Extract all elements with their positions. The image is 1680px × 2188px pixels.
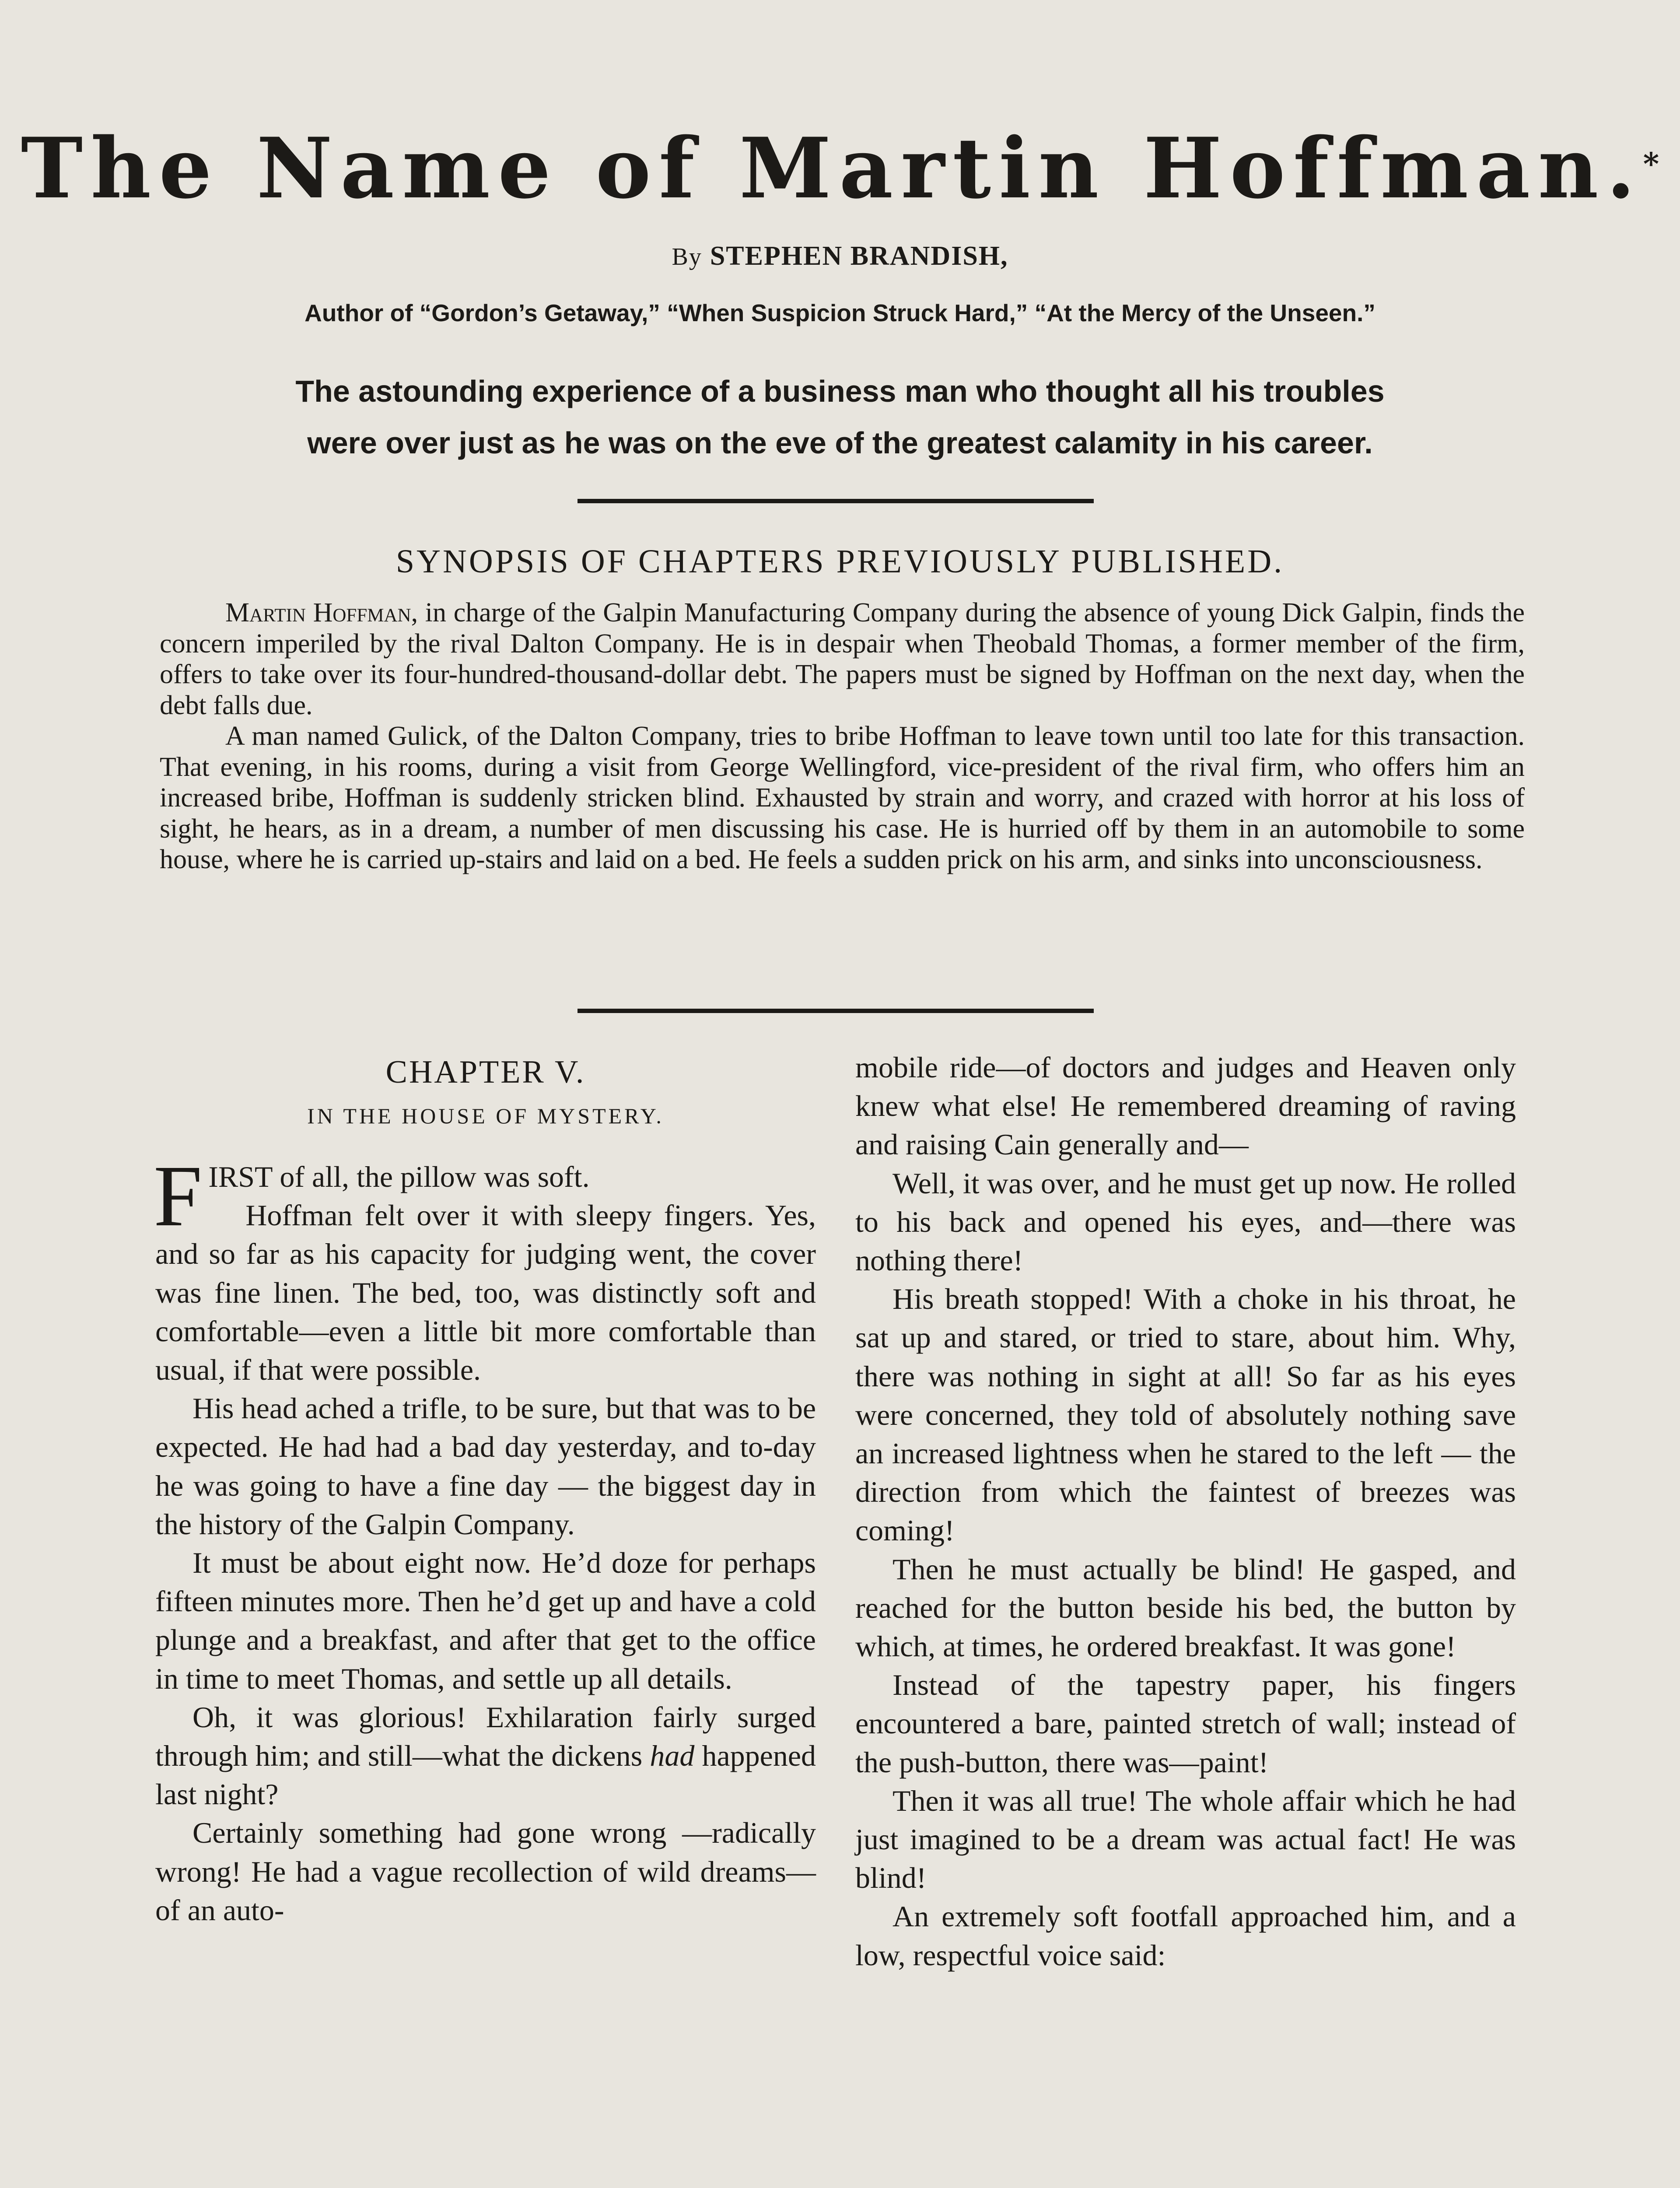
chapter-number: CHAPTER V. — [385, 1054, 586, 1090]
synopsis-paragraph-1: Martin Hoffman, in charge of the Galpin Manufacturing Company during the absence of young Dick Galpin, finds the concern imperiled by the rival Dalton Company. He is in despair when Theobald Thomas, a former member of the firm, offers to take over its four-hundred-thousand-dollar debt. The papers must be signed by Hoffman on the next day, when the debt falls due. — [160, 598, 1525, 720]
author-name: STEPHEN BRANDISH, — [710, 241, 1008, 271]
body-paragraph: His breath stopped! With a choke in his throat, he sat up and stared, or tried to stare, about him. Why, there was nothing in sight at all! So far as his eyes were concerned, they told of absolutely nothing save an increased lightness when he stared to the left — the direction from which the faintest of breezes was coming! — [855, 1282, 1516, 1547]
body-paragraph: It must be about eight now. He’d doze for perhaps fifteen minutes more. Then he’d get up and have a cold plunge and a breakfast, and after that get to the office in time to meet Thomas, and settle up all details. — [155, 1546, 816, 1695]
right-column-text — [855, 1048, 1516, 1974]
emphasis: had — [650, 1739, 695, 1773]
synopsis-paragraph-2: A man named Gulick, of the Dalton Company, tries to bribe Hoffman to leave town until too late for this transaction. That evening, in his rooms, during a visit from George Wellingford, vice-president of the rival firm, who offers him an increased bribe, Hoffman is suddenly stricken blind. Exhausted by strain and worry, and crazed with horror at his loss of sight, he hears, as in a dream, a number of men discussing his case. He is hurried off by them in an automobile to some house, where he is carried up-stairs and laid on a bed. He feels a sudden prick on his arm, and sinks into unconsciousness. — [160, 721, 1525, 874]
body-paragraph: Then he must actually be blind! He gasped, and reached for the button beside his bed, the button by which, at times, he ordered breakfast. It was gone! — [855, 1552, 1516, 1663]
story-deck — [184, 365, 1496, 469]
author-credits: Author of “Gordon’s Getaway,” “When Suspicion Struck Hard,” “At the Mercy of the Unseen.” — [304, 299, 1376, 326]
body-paragraph: Instead of the tapestry paper, his fingers encountered a bare, painted stretch of wall; instead of the push-button, there was—paint! — [855, 1668, 1516, 1779]
deck-line-1: The astounding experience of a business man who thought all his troubles — [295, 374, 1385, 408]
right-column — [855, 1048, 1516, 1974]
body-paragraph: An extremely soft footfall approached him, and a low, respectful voice said: — [855, 1900, 1516, 1972]
body-paragraph: His head ached a trifle, to be sure, but that was to be expected. He had had a bad day yesterday, and to-day he was going to have a fine day — the biggest day in the history of the Galpin Company. — [155, 1392, 816, 1541]
left-column — [155, 1048, 816, 1929]
synopsis-heading: SYNOPSIS OF CHAPTERS PREVIOUSLY PUBLISHED. — [396, 543, 1284, 580]
byline-by: By — [672, 243, 702, 270]
story-title: The Name of Martin Hoffman.* — [21, 119, 1659, 217]
divider-top — [578, 499, 1094, 503]
body-paragraph: Certainly something had gone wrong —radically wrong! He had a vague recollection of wild dreams—of an auto- — [155, 1816, 816, 1927]
deck-line-2: were over just as he was on the eve of the greatest calamity in his career. — [307, 426, 1373, 460]
byline — [0, 238, 1680, 274]
body-paragraph: mobile ride—of doctors and judges and Heaven only knew what else! He remembered dreaming of raving and raising Cain generally and— — [855, 1051, 1516, 1161]
body-paragraph: Oh, it was glorious! Exhilaration fairly surged through him; and still—what the dickens had happened last night? — [155, 1700, 816, 1811]
title-footnote-mark: * — [1643, 146, 1659, 182]
drop-cap: F — [154, 1148, 203, 1245]
body-paragraph: Hoffman felt over it with sleepy fingers. Yes, and so far as his capacity for judging went, the cover was fine linen. The bed, too, was distinctly soft and comfortable—even a little bit more comfortable than usual, if that were possible. — [155, 1199, 816, 1387]
synopsis-lead-name: Martin Hoffman — [225, 598, 411, 628]
chapter-title: IN THE HOUSE OF MYSTERY. — [307, 1104, 664, 1128]
synopsis-text — [160, 597, 1525, 875]
divider-bottom — [578, 1009, 1094, 1013]
body-paragraph: Then it was all true! The whole affair which he had just imagined to be a dream was actual fact! He was blind! — [855, 1784, 1516, 1895]
left-column-text — [154, 1148, 816, 1929]
body-paragraph: FIRST of all, the pillow was soft. — [154, 1148, 590, 1245]
body-paragraph: Well, it was over, and he must get up now. He rolled to his back and opened his eyes, and—there was nothing there! — [855, 1166, 1516, 1277]
